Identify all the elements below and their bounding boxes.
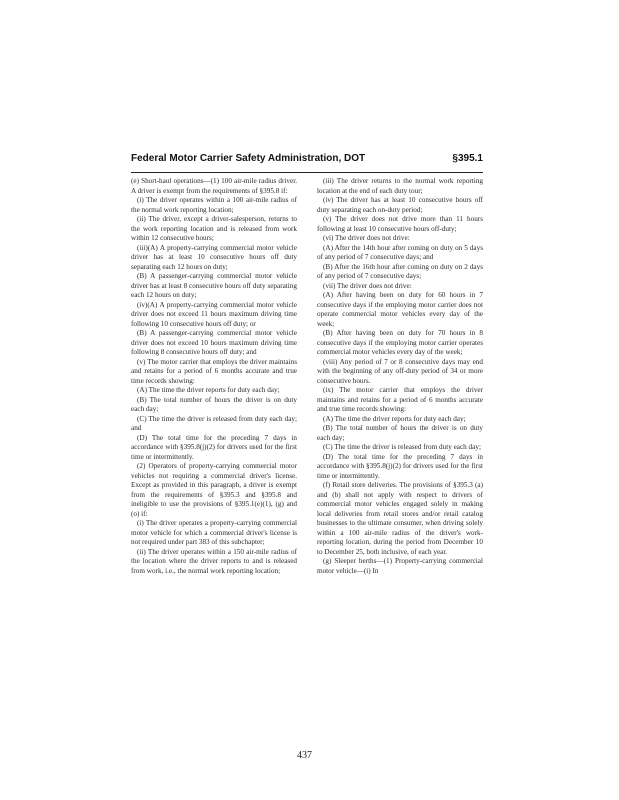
- paragraph: (C) The time the driver is released from duty each day;: [323, 443, 481, 451]
- page-header: [131, 150, 483, 173]
- paragraph: (iii)(A) A property-carrying commercial motor vehicle driver has at least 10 consecutive hours off duty separating each 12 hours on duty;: [131, 243, 297, 271]
- paragraph: (iii) The driver returns to the normal work reporting location at the end of each duty tour;: [317, 177, 483, 195]
- paragraph: (A) After having been on duty for 60 hours in 7 consecutive days if the employing motor carrier does not operate commercial motor vehicles every day of the week;: [317, 291, 483, 328]
- paragraph: (B) After the 16th hour after coming on duty on 2 days of any period of 7 consecutive days;: [317, 262, 483, 280]
- paragraph: (B) The total number of hours the driver is on duty each day;: [131, 395, 297, 413]
- paragraph: (g) Sleeper berths—(1) Property-carrying commercial motor vehicle—(i) In: [317, 557, 483, 575]
- paragraph: (v) The driver does not drive more than 11 hours following at least 10 consecutive hours off-duty;: [317, 215, 483, 233]
- paragraph: (v) The motor carrier that employs the driver maintains and retains for a period of 6 months accurate and true time records showing:: [131, 357, 297, 385]
- paragraph: (C) The time the driver is released from duty each day; and: [131, 414, 297, 432]
- paragraph: (ii) The driver, except a driver-salesperson, returns to the work reporting location and is released from work within 12 consecutive hours;: [131, 215, 297, 242]
- paragraph: (D) The total time for the preceding 7 days in accordance with §395.8(j)(2) for drivers used for the first time or intermittently.: [131, 433, 297, 461]
- right-column: [317, 177, 483, 576]
- paragraph: (2) Operators of property-carrying commercial motor vehicles not requiring a commercial driver's license. Except as provided in this paragraph, a driver is exempt from the requirements of §395.3 and §395.8 and ineligible to use the provisions of §395.1(e)(1), (g) and (o) if:: [131, 462, 297, 518]
- paragraph: (i) The driver operates a property-carrying commercial motor vehicle for which a commercial driver's license is not required under part 383 of this subchapter;: [131, 519, 297, 546]
- section-number: §395.1: [452, 153, 483, 164]
- paragraph: (iv) The driver has at least 10 consecutive hours off duty separating each on-duty period;: [317, 196, 483, 214]
- left-column: [131, 177, 297, 576]
- paragraph: (A) The time the driver reports for duty each day;: [323, 414, 466, 423]
- paragraph: (D) The total time for the preceding 7 days in accordance with §395.8(j)(2) for drivers used for the first time or intermittently.: [317, 452, 483, 480]
- paragraph: (A) After the 14th hour after coming on duty on 5 days of any period of 7 consecutive days; and: [317, 243, 483, 261]
- paragraph: (ix) The motor carrier that employs the driver maintains and retains for a period of 6 months accurate and true time records showing:: [317, 386, 483, 413]
- paragraph: (e) Short-haul operations—(1) 100 air-mile radius driver. A driver is exempt from the requirements of §395.8 if:: [131, 177, 297, 195]
- paragraph: (B) A passenger-carrying commercial motor vehicle driver has at least 8 consecutive hours off duty separating each 12 hours on duty;: [131, 272, 297, 299]
- paragraph: (f) Retail store deliveries. The provisions of §395.3 (a) and (b) shall not apply with respect to drivers of commercial motor vehicles engaged solely in making local deliveries from retail stores and/or retail catalog businesses to the ultimate consumer, when driving solely within a 100 air-mile radius of the driver's work-reporting location, during the period from December 10 to December 25, both inclusive, of each year.: [317, 481, 483, 556]
- header-title: Federal Motor Carrier Safety Administration, DOT: [131, 153, 366, 164]
- paragraph: (B) The total number of hours the driver is on duty each day;: [317, 424, 483, 442]
- paragraph: (B) After having been on duty for 70 hours in 8 consecutive days if the employing motor carrier operates commercial motor vehicles every day of the week;: [317, 329, 483, 356]
- page-number: 437: [297, 750, 312, 761]
- paragraph: (i) The driver operates within a 100 air-mile radius of the normal work reporting location;: [131, 196, 297, 214]
- paragraph: (vi) The driver does not drive:: [323, 234, 410, 242]
- paragraph: (A) The time the driver reports for duty each day;: [137, 386, 280, 394]
- paragraph: (ii) The driver operates within a 150 air-mile radius of the location where the driver reports to and is released from work, i.e., the normal work reporting location;: [131, 547, 297, 575]
- paragraph: (vii) The driver does not drive:: [323, 281, 412, 290]
- paragraph: (viii) Any period of 7 or 8 consecutive days may end with the beginning of any off-duty period of 34 or more consecutive hours.: [317, 357, 483, 385]
- paragraph: (B) A passenger-carrying commercial motor vehicle driver does not exceed 10 hours maximum driving time following 8 consecutive hours off duty; and: [131, 329, 297, 356]
- paragraph: (iv)(A) A property-carrying commercial motor vehicle driver does not exceed 11 hours maximum driving time following 10 consecutive hours off duty; or: [131, 300, 297, 328]
